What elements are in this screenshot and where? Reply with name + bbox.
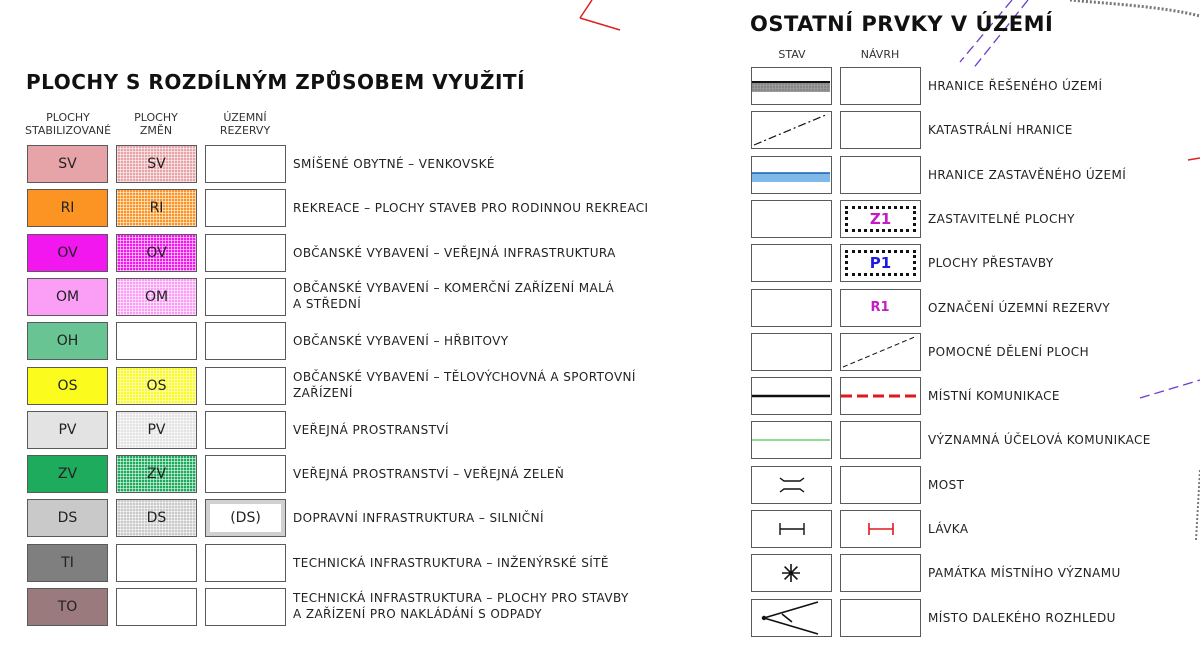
reserve-swatch: [205, 367, 286, 405]
legend-description: OBČANSKÉ VYBAVENÍ – TĚLOVÝCHOVNÁ A SPORTOVNÍ: [293, 370, 636, 384]
legend-description: OZNAČENÍ ÚZEMNÍ REZERVY: [928, 301, 1111, 315]
area-code-label: Z1: [845, 206, 916, 232]
stav-symbol: [751, 333, 832, 371]
legend-description: HRANICE ZASTAVĚNÉHO ÚZEMÍ: [928, 168, 1127, 182]
navrh-symbol: [840, 200, 921, 238]
reserve-swatch: [205, 455, 286, 493]
stabilized-swatch: OH: [27, 322, 108, 360]
legend-description: A ZAŘÍZENÍ PRO NAKLÁDÁNÍ S ODPADY: [293, 607, 542, 621]
stav-symbol: [751, 599, 832, 637]
stav-symbol: [751, 466, 832, 504]
change-swatch: ZV: [116, 455, 197, 493]
navrh-symbol: [840, 67, 921, 105]
stav-symbol: [751, 510, 832, 548]
stabilized-swatch: TO: [27, 588, 108, 626]
reserve-swatch: [205, 588, 286, 626]
col-zmen: PLOCHY ZMĚN: [134, 111, 178, 137]
area-code-label: P1: [845, 250, 916, 276]
legend-description: OBČANSKÉ VYBAVENÍ – HŘBITOVY: [293, 334, 509, 348]
legend-description: HRANICE ŘEŠENÉHO ÚZEMÍ: [928, 79, 1103, 93]
legend-description: PAMÁTKA MÍSTNÍHO VÝZNAMU: [928, 566, 1121, 580]
legend-description: VÝZNAMNÁ ÚČELOVÁ KOMUNIKACE: [928, 433, 1151, 447]
change-swatch: [116, 544, 197, 582]
change-swatch: OV: [116, 234, 197, 272]
stabilized-swatch: RI: [27, 189, 108, 227]
navrh-symbol: [840, 333, 921, 371]
navrh-symbol: [840, 244, 921, 282]
legend-description: MOST: [928, 478, 965, 492]
stabilized-swatch: OS: [27, 367, 108, 405]
navrh-symbol: [840, 466, 921, 504]
stabilized-swatch: PV: [27, 411, 108, 449]
change-swatch: SV: [116, 145, 197, 183]
legend-description: VEŘEJNÁ PROSTRANSTVÍ – VEŘEJNÁ ZELEŇ: [293, 467, 565, 481]
stabilized-swatch: OV: [27, 234, 108, 272]
legend-description: VEŘEJNÁ PROSTRANSTVÍ: [293, 423, 449, 437]
reserve-swatch: [205, 544, 286, 582]
navrh-symbol: [840, 510, 921, 548]
reserve-swatch: (DS): [205, 499, 286, 537]
legend-description: A STŘEDNÍ: [293, 297, 362, 311]
legend-description: KATASTRÁLNÍ HRANICE: [928, 123, 1073, 137]
reserve-swatch: [205, 411, 286, 449]
reserve-swatch: [205, 145, 286, 183]
stabilized-swatch: OM: [27, 278, 108, 316]
legend-description: SMÍŠENÉ OBYTNÉ – VENKOVSKÉ: [293, 157, 495, 171]
col-rezervy: ÚZEMNÍ REZERVY: [219, 111, 271, 137]
col-stav: STAV: [778, 48, 806, 61]
stav-symbol: [751, 244, 832, 282]
stabilized-swatch: TI: [27, 544, 108, 582]
stav-symbol: [751, 421, 832, 459]
change-swatch: DS: [116, 499, 197, 537]
legend-description: MÍSTNÍ KOMUNIKACE: [928, 389, 1060, 403]
legend-description: POMOCNÉ DĚLENÍ PLOCH: [928, 345, 1089, 359]
change-swatch: OS: [116, 367, 197, 405]
area-code-label: R1: [870, 300, 890, 315]
legend-description: TECHNICKÁ INFRASTRUKTURA – INŽENÝRSKÉ SÍTĚ: [293, 556, 609, 570]
navrh-symbol: [840, 289, 921, 327]
change-swatch: OM: [116, 278, 197, 316]
navrh-symbol: [840, 599, 921, 637]
stabilized-swatch: SV: [27, 145, 108, 183]
reserve-swatch: [205, 278, 286, 316]
stabilized-swatch: DS: [27, 499, 108, 537]
stav-symbol: [751, 67, 832, 105]
right-legend-title: OSTATNÍ PRVKY V ÚZEMÍ: [750, 12, 1054, 36]
stav-symbol: [751, 377, 832, 415]
change-swatch: [116, 322, 197, 360]
left-legend-title: PLOCHY S ROZDÍLNÝM ZPŮSOBEM VYUŽITÍ: [26, 70, 526, 94]
legend-description: TECHNICKÁ INFRASTRUKTURA – PLOCHY PRO STAVBY: [293, 591, 629, 605]
navrh-symbol: [840, 421, 921, 459]
change-swatch: RI: [116, 189, 197, 227]
legend-description: REKREACE – PLOCHY STAVEB PRO RODINNOU REKREACI: [293, 201, 649, 215]
legend-description: DOPRAVNÍ INFRASTRUKTURA – SILNIČNÍ: [293, 511, 544, 525]
col-stabilizovane: PLOCHY STABILIZOVANÉ: [24, 111, 112, 137]
stav-symbol: [751, 289, 832, 327]
stav-symbol: [751, 156, 832, 194]
reserve-swatch: [205, 189, 286, 227]
legend-description: OBČANSKÉ VYBAVENÍ – VEŘEJNÁ INFRASTRUKTURA: [293, 246, 616, 260]
change-swatch: PV: [116, 411, 197, 449]
navrh-symbol: [840, 111, 921, 149]
legend-description: ZASTAVITELNÉ PLOCHY: [928, 212, 1075, 226]
stabilized-swatch: ZV: [27, 455, 108, 493]
navrh-symbol: [840, 377, 921, 415]
change-swatch: [116, 588, 197, 626]
legend-description: LÁVKA: [928, 522, 969, 536]
navrh-symbol: [840, 554, 921, 592]
legend-description: MÍSTO DALEKÉHO ROZHLEDU: [928, 611, 1116, 625]
legend-description: ZAŘÍZENÍ: [293, 386, 353, 400]
legend-description: PLOCHY PŘESTAVBY: [928, 256, 1054, 270]
reserve-swatch: [205, 234, 286, 272]
col-navrh: NÁVRH: [860, 48, 900, 61]
reserve-swatch: [205, 322, 286, 360]
legend-description: OBČANSKÉ VYBAVENÍ – KOMERČNÍ ZAŘÍZENÍ MALÁ: [293, 281, 615, 295]
navrh-symbol: [840, 156, 921, 194]
stav-symbol: [751, 200, 832, 238]
stav-symbol: [751, 111, 832, 149]
stav-symbol: [751, 554, 832, 592]
